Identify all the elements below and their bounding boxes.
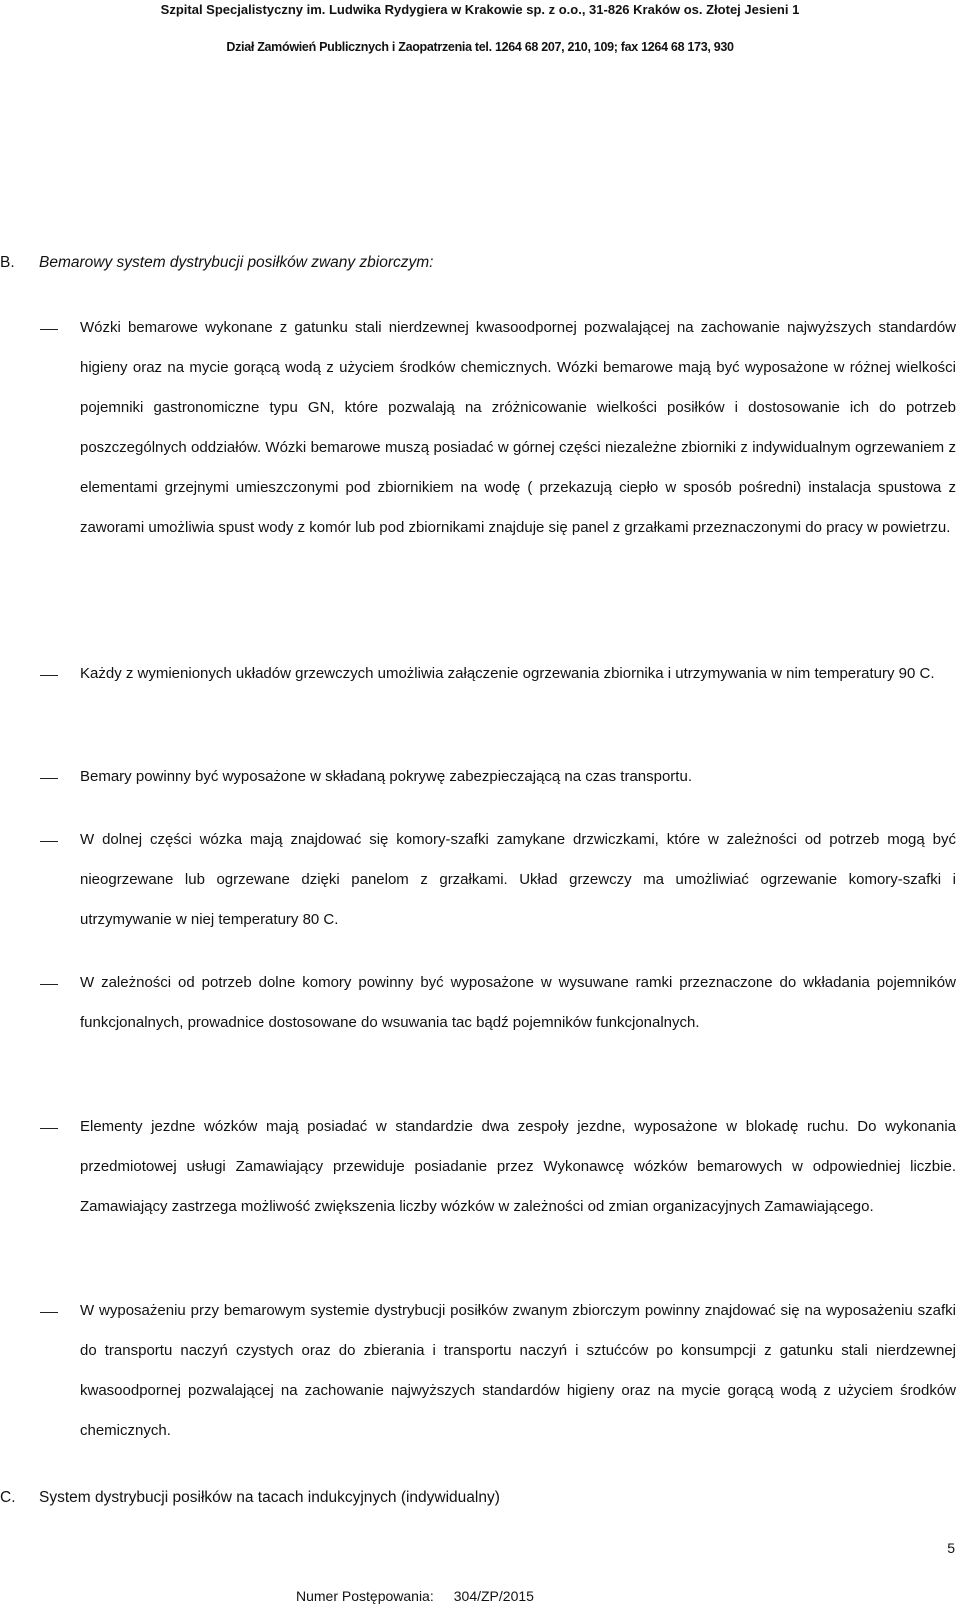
dash-bullet-icon [40, 1312, 58, 1313]
case-number: 304/ZP/2015 [453, 1588, 534, 1604]
dash-bullet-icon [40, 841, 58, 842]
dash-bullet-icon [40, 1128, 58, 1129]
dash-bullet-icon [40, 675, 58, 676]
list-item-text: W wyposażeniu przy bemarowym systemie dystrybucji posiłków zwanym zbiorczym powinny znajdować się na wyposażeniu szafki do transportu naczyń czystych oraz do zbierania i transportu naczyń i sztućców po konsumpcji z gatunku stali nierdzewnej kwasoodpornej pozwalającej na zachowanie najwyższych standardów higieny oraz na mycie gorącą wodą z użyciem środków chemicznych. [80, 1302, 956, 1439]
section-c-letter: C. [0, 1489, 16, 1506]
dash-bullet-icon [40, 329, 58, 330]
page-number: 5 [947, 1540, 955, 1556]
list-item-text: Elementy jezdne wózków mają posiadać w standardzie dwa zespoły jezdne, wyposażone w blokadę ruchu. Do wykonania przedmiotowej usługi Zamawiający przewiduje posiadanie przez Wykonawcę wózków bemarowych w odpowiedniej liczbie. Zamawiający zastrzega możliwość zwiększenia liczby wózków w zależności od zmian organizacyjnych Zamawiającego. [80, 1118, 956, 1215]
section-b-letter: B. [0, 254, 15, 271]
section-c-title: System dystrybucji posiłków na tacach indukcyjnych (indywidualny) [39, 1489, 500, 1506]
list-item-text: W dolnej części wózka mają znajdować się komory-szafki zamykane drzwiczkami, które w zależności od potrzeb mogą być nieogrzewane lub ogrzewane dzięki panelom z grzałkami. Układ grzewczy ma umożliwiać ogrzewanie komory-szafki i utrzymywanie w niej temperatury 80 C. [80, 831, 956, 928]
header-contact: Dział Zamówień Publicznych i Zaopatrzenia tel. 1264 68 207, 210, 109; fax 1264 68 173, 930 [226, 40, 734, 54]
list-item-text: Bemary powinny być wyposażone w składaną pokrywę zabezpieczającą na czas transportu. [80, 768, 692, 785]
header-address: Szpital Specjalistyczny im. Ludwika Rydygiera w Krakowie sp. z o.o., 31-826 Kraków os. Złotej Jesieni 1 [160, 2, 800, 17]
dash-bullet-icon [40, 984, 58, 985]
section-b-title: Bemarowy system dystrybucji posiłków zwany zbiorczym: [39, 254, 434, 271]
dash-bullet-icon [40, 778, 58, 779]
footer-label: Numer Postępowania: [296, 1588, 434, 1604]
list-item-text: W zależności od potrzeb dolne komory powinny być wyposażone w wysuwane ramki przeznaczone do wkładania pojemników funkcjonalnych, prowadnice dostosowane do wsuwania tac bądź pojemników funkcjonalnych. [80, 974, 956, 1031]
list-item-text: Wózki bemarowe wykonane z gatunku stali nierdzewnej kwasoodpornej pozwalającej na zachowanie najwyższych standardów higieny oraz na mycie gorącą wodą z użyciem środków chemicznych. Wózki bemarowe mają być wyposażone w różnej wielkości pojemniki gastronomiczne typu GN, które pozwalają na zróżnicowanie wielkości posiłków i dostosowanie ich do potrzeb poszczególnych oddziałów. Wózki bemarowe muszą posiadać w górnej części niezależne zbiorniki z indywidualnym ogrzewaniem z elementami grzejnymi umieszczonymi pod zbiornikiem na wodę ( przekazują ciepło w sposób pośredni) instalacja spustowa z zaworami umożliwia spust wody z komór lub pod zbiornikami znajduje się panel z grzałkami przeznaczonymi do pracy w powietrzu. [80, 319, 956, 536]
list-item-text: Każdy z wymienionych układów grzewczych umożliwia załączenie ogrzewania zbiornika i utrzymywania w nim temperatury 90 C. [80, 665, 935, 682]
footer [296, 1588, 534, 1604]
